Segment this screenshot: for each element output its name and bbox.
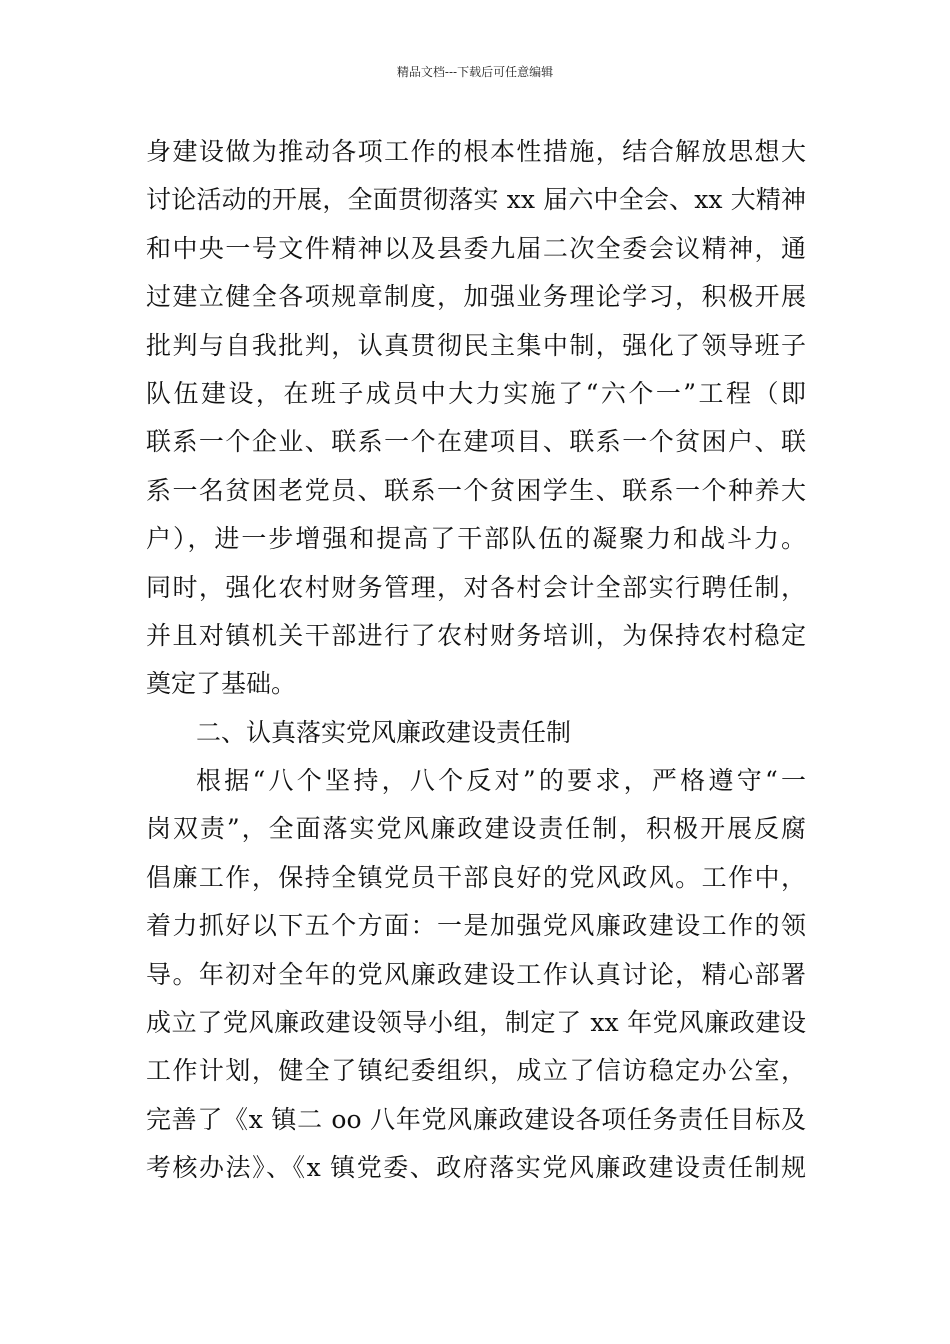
text-line: 着力抓好以下五个方面：一是加强党风廉政建设工作的领 bbox=[146, 911, 806, 941]
text-line: 岗双责”，全面落实党风廉政建设责任制，积极开展反腐 bbox=[146, 814, 806, 844]
text-line: 和中央一号文件精神以及县委九届二次全委会议精神，通 bbox=[146, 233, 806, 263]
text-line: 过建立健全各项规章制度，加强业务理论学习，积极开展 bbox=[146, 282, 806, 312]
text-line: 户），进一步增强和提高了干部队伍的凝聚力和战斗力。 bbox=[146, 524, 806, 554]
body-text bbox=[146, 128, 806, 1193]
text-line: 并且对镇机关干部进行了农村财务培训，为保持农村稳定 bbox=[146, 620, 806, 650]
text-line: 身建设做为推动各项工作的根本性措施，结合解放思想大 bbox=[146, 137, 806, 166]
text-line: 讨论活动的开展，全面贯彻落实 xx 届六中全会、xx 大精神 bbox=[146, 185, 806, 215]
text-line: 同时，强化农村财务管理，对各村会计全部实行聘任制， bbox=[146, 572, 806, 602]
text-line: 队伍建设，在班子成员中大力实施了“六个一”工程（即 bbox=[146, 378, 806, 408]
text-line: 批判与自我批判，认真贯彻民主集中制，强化了领导班子 bbox=[146, 330, 806, 360]
text-line: 考核办法》、《x 镇党委、政府落实党风廉政建设责任制规 bbox=[146, 1153, 806, 1183]
text-line: 联系一个企业、联系一个在建项目、联系一个贫困户、联 bbox=[146, 427, 806, 457]
text-line: 根据“八个坚持，八个反对”的要求，严格遵守“一 bbox=[196, 766, 806, 796]
text-line: 倡廉工作，保持全镇党员干部良好的党风政风。工作中， bbox=[146, 862, 806, 892]
text-line: 奠定了基础。 bbox=[146, 669, 297, 699]
text-line: 工作计划，健全了镇纪委组织，成立了信访稳定办公室， bbox=[146, 1056, 806, 1086]
section-heading: 二、认真落实党风廉政建设责任制 bbox=[196, 717, 572, 747]
text-line: 成立了党风廉政建设领导小组，制定了 xx 年党风廉政建设 bbox=[146, 1008, 806, 1038]
text-line: 导。年初对全年的党风廉政建设工作认真讨论，精心部署 bbox=[146, 959, 806, 989]
text-line: 系一名贫困老党员、联系一个贫困学生、联系一个种养大 bbox=[146, 475, 806, 505]
page-header: 精品文档---下载后可任意编辑 bbox=[396, 65, 554, 79]
text-line: 完善了《x 镇二 oo 八年党风廉政建设各项任务责任目标及 bbox=[146, 1104, 806, 1134]
